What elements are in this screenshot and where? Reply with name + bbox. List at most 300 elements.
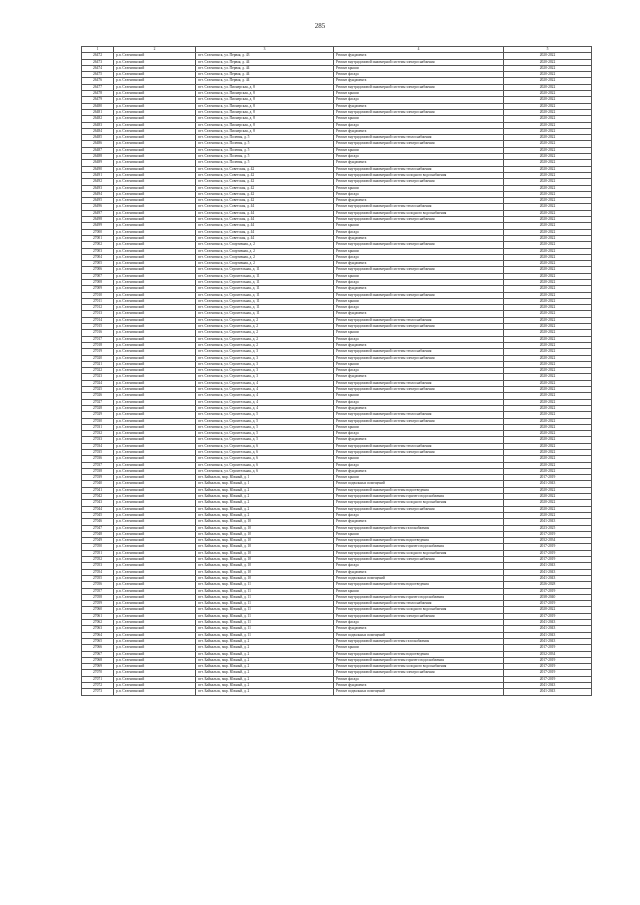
address-cell: пгт. Селенгинск, ул. Советская, д. 42 [196,185,334,191]
period-cell: 2020-2022 [504,65,592,71]
period-cell: 2020-2022 [504,298,592,304]
row-number-cell: 26498 [82,217,114,223]
settlement-cell: р.п. Селенгинский [114,317,196,323]
settlement-cell: р.п. Селенгинский [114,217,196,223]
work-type-cell: Ремонт фасада [334,305,504,311]
period-cell: 2020-2022 [504,179,592,185]
period-cell: 2020-2022 [504,135,592,141]
address-cell: пгт. Селенгинск, ул. Строительная, д. 5 [196,437,334,443]
period-cell: 2020-2022 [504,53,592,59]
work-type-cell: Ремонт фундамента [334,682,504,688]
row-number-cell: 26494 [82,191,114,197]
address-cell: пгт. Селенгинск, ул. Спортивная, д. 2 [196,248,334,254]
work-type-cell: Ремонт внутридомовой инженерной системы теплоснабжения [334,380,504,386]
row-number-cell: 27018 [82,342,114,348]
period-cell: 2017-2019 [504,645,592,651]
row-number-cell: 27050 [82,544,114,550]
address-cell: пгт. Байкальск, мкр. Южный, д. 2 [196,506,334,512]
period-cell: 2020-2022 [504,418,592,424]
settlement-cell: р.п. Селенгинский [114,65,196,71]
row-number-cell: 27030 [82,418,114,424]
period-cell: 2032-2034 [504,538,592,544]
address-cell: пгт. Селенгинск, ул. Пионерская, д. 8 [196,116,334,122]
settlement-cell: р.п. Селенгинский [114,229,196,235]
address-cell: пгт. Селенгинск, ул. Строительная, д. 4 [196,399,334,405]
address-cell: пгт. Селенгинск, ул. Первая, д. 44 [196,65,334,71]
row-number-cell: 26476 [82,78,114,84]
row-number-cell: 26479 [82,97,114,103]
work-type-cell: Ремонт крыши [334,456,504,462]
address-cell: пгт. Селенгинск, ул. Спортивная, д. 2 [196,254,334,260]
period-cell: 2020-2022 [504,141,592,147]
work-type-cell: Ремонт фасада [334,254,504,260]
row-number-cell: 27057 [82,588,114,594]
settlement-cell: р.п. Селенгинский [114,191,196,197]
row-number-cell: 27036 [82,456,114,462]
settlement-cell: р.п. Селенгинский [114,399,196,405]
work-type-cell: Ремонт внутридомовой инженерной системы электроснабжения [334,84,504,90]
period-cell: 2020-2022 [504,607,592,613]
work-type-cell: Ремонт фасада [334,368,504,374]
work-type-cell: Ремонт внутридомовой инженерной системы теплоснабжения [334,204,504,210]
settlement-cell: р.п. Селенгинский [114,588,196,594]
settlement-cell: р.п. Селенгинский [114,632,196,638]
settlement-cell: р.п. Селенгинский [114,682,196,688]
work-type-cell: Ремонт фундамента [334,160,504,166]
work-type-cell: Ремонт внутридомовой инженерной системы электроснабжения [334,355,504,361]
period-cell: 2020-2022 [504,512,592,518]
period-cell: 2020-2022 [504,154,592,160]
work-type-cell: Ремонт крыши [334,223,504,229]
settlement-cell: р.п. Селенгинский [114,330,196,336]
work-type-cell: Ремонт фундамента [334,405,504,411]
settlement-cell: р.п. Селенгинский [114,431,196,437]
period-cell: 2041-2043 [504,563,592,569]
row-number-cell: 27004 [82,254,114,260]
settlement-cell: р.п. Селенгинский [114,481,196,487]
settlement-cell: р.п. Селенгинский [114,594,196,600]
work-type-cell: Ремонт внутридомовой инженерной системы электроснабжения [334,179,504,185]
address-cell: пгт. Селенгинск, ул. Пионерская, д. 8 [196,91,334,97]
settlement-cell: р.п. Селенгинский [114,424,196,430]
period-cell: 2020-2022 [504,273,592,279]
address-cell: пгт. Селенгинск, ул. Полевая, д. 5 [196,160,334,166]
work-type-cell: Ремонт внутридомовой инженерной системы теплоснабжения [334,601,504,607]
settlement-cell: р.п. Селенгинский [114,575,196,581]
row-number-cell: 26475 [82,72,114,78]
period-cell: 2020-2022 [504,279,592,285]
settlement-cell: р.п. Селенгинский [114,59,196,65]
header-cell: 3 [196,47,334,53]
work-type-cell: Ремонт внутридомовой инженерной системы электроснабжения [334,506,504,512]
work-type-cell: Ремонт внутридомовой инженерной системы водоотведения [334,487,504,493]
period-cell: 2020-2022 [504,84,592,90]
address-cell: пгт. Селенгинск, ул. Строительная, д. 6 [196,443,334,449]
work-type-cell: Ремонт фасада [334,512,504,518]
row-number-cell: 27017 [82,336,114,342]
settlement-cell: р.п. Селенгинский [114,311,196,317]
work-type-cell: Ремонт фундамента [334,128,504,134]
settlement-cell: р.п. Селенгинский [114,557,196,563]
row-number-cell: 27005 [82,261,114,267]
row-number-cell: 27067 [82,651,114,657]
work-type-cell: Ремонт фасада [334,229,504,235]
address-cell: пгт. Селенгинск, ул. Строительная, д. 4 [196,393,334,399]
address-cell: пгт. Селенгинск, ул. Советская, д. 42 [196,179,334,185]
row-number-cell: 27001 [82,235,114,241]
work-type-cell: Ремонт внутридомовой инженерной системы теплоснабжения [334,443,504,449]
row-number-cell: 27052 [82,557,114,563]
address-cell: пгт. Селенгинск, ул. Строительная, д. 4 [196,405,334,411]
address-cell: пгт. Селенгинск, ул. Пионерская, д. 8 [196,84,334,90]
row-number-cell: 27021 [82,361,114,367]
address-cell: пгт. Селенгинск, ул. Пионерская, д. 8 [196,128,334,134]
work-type-cell: Ремонт фасада [334,399,504,405]
period-cell: 2017-2019 [504,676,592,682]
row-number-cell: 27033 [82,437,114,443]
period-cell: 2020-2022 [504,368,592,374]
settlement-cell: р.п. Селенгинский [114,563,196,569]
address-cell: пгт. Селенгинск, ул. Строительная, д. 11 [196,311,334,317]
settlement-cell: р.п. Селенгинский [114,166,196,172]
work-type-cell: Ремонт фундамента [334,374,504,380]
settlement-cell: р.п. Селенгинский [114,657,196,663]
work-type-cell: Ремонт фундамента [334,53,504,59]
row-number-cell: 27008 [82,279,114,285]
address-cell: пгт. Селенгинск, ул. Советская, д. 42 [196,191,334,197]
period-cell: 2017-2019 [504,475,592,481]
address-cell: пгт. Селенгинск, ул. Строительная, д. 4 [196,387,334,393]
address-cell: пгт. Селенгинск, ул. Строительная, д. 6 [196,450,334,456]
settlement-cell: р.п. Селенгинский [114,273,196,279]
header-cell: 5 [504,47,592,53]
address-cell: пгт. Байкальск, мкр. Южный, д. 2 [196,512,334,518]
period-cell: 2020-2022 [504,97,592,103]
row-number-cell: 27012 [82,305,114,311]
row-number-cell: 27002 [82,242,114,248]
period-cell: 2020-2022 [504,437,592,443]
settlement-cell: р.п. Селенгинский [114,172,196,178]
address-cell: пгт. Байкальск, мкр. Южный, д. 2 [196,500,334,506]
address-cell: пгт. Байкальск, мкр. Южный, д. 10 [196,538,334,544]
address-cell: пгт. Селенгинск, ул. Советская, д. 44 [196,235,334,241]
work-type-cell: Ремонт фундамента [334,519,504,525]
row-number-cell: 26491 [82,172,114,178]
row-number-cell: 27046 [82,519,114,525]
row-number-cell: 27059 [82,601,114,607]
address-cell: пгт. Селенгинск, ул. Пионерская, д. 8 [196,109,334,115]
address-cell: пгт. Селенгинск, ул. Пионерская, д. 8 [196,122,334,128]
settlement-cell: р.п. Селенгинский [114,405,196,411]
address-cell: пгт. Селенгинск, ул. Строительная, д. 6 [196,468,334,474]
settlement-cell: р.п. Селенгинский [114,368,196,374]
work-type-cell: Ремонт внутридомовой инженерной системы водоотведения [334,651,504,657]
period-cell: 2020-2022 [504,78,592,84]
row-number-cell: 26473 [82,59,114,65]
settlement-cell: р.п. Селенгинский [114,109,196,115]
row-number-cell: 27031 [82,424,114,430]
work-type-cell: Ремонт внутридомовой инженерной системы горячего водоснабжения [334,657,504,663]
work-type-cell: Ремонт фасада [334,122,504,128]
row-number-cell: 27048 [82,531,114,537]
row-number-cell: 27026 [82,393,114,399]
address-cell: пгт. Селенгинск, ул. Строительная, д. 11 [196,298,334,304]
row-number-cell: 26492 [82,179,114,185]
header-cell: 4 [334,47,504,53]
period-cell: 2017-2019 [504,664,592,670]
row-number-cell: 27011 [82,298,114,304]
row-number-cell: 27054 [82,569,114,575]
settlement-cell: р.п. Селенгинский [114,261,196,267]
row-number-cell: 26477 [82,84,114,90]
period-cell: 2020-2022 [504,103,592,109]
settlement-cell: р.п. Селенгинский [114,223,196,229]
period-cell: 2020-2022 [504,116,592,122]
period-cell: 2041-2043 [504,575,592,581]
settlement-cell: р.п. Селенгинский [114,160,196,166]
row-number-cell: 26484 [82,128,114,134]
address-cell: пгт. Байкальск, мкр. Южный, д. 11 [196,582,334,588]
row-number-cell: 26487 [82,147,114,153]
row-number-cell: 27042 [82,494,114,500]
work-type-cell: Ремонт внутридомовой инженерной системы горячего водоснабжения [334,594,504,600]
period-cell: 2020-2022 [504,217,592,223]
period-cell: 2023-2025 [504,525,592,531]
period-cell: 2020-2022 [504,506,592,512]
address-cell: пгт. Селенгинск, ул. Строительная, д. 11 [196,305,334,311]
work-type-cell: Ремонт крыши [334,65,504,71]
period-cell: 2020-2022 [504,59,592,65]
work-type-cell: Ремонт внутридомовой инженерной системы электроснабжения [334,387,504,393]
row-number-cell: 27056 [82,582,114,588]
address-cell: пгт. Байкальск, мкр. Южный, д. 10 [196,575,334,581]
row-number-cell: 27016 [82,330,114,336]
address-cell: пгт. Байкальск, мкр. Южный, д. 10 [196,569,334,575]
period-cell: 2020-2022 [504,254,592,260]
row-number-cell: 27014 [82,317,114,323]
address-cell: пгт. Селенгинск, ул. Полевая, д. 5 [196,154,334,160]
row-number-cell: 27024 [82,380,114,386]
work-type-cell: Ремонт фундамента [334,437,504,443]
row-number-cell: 27022 [82,368,114,374]
address-cell: пгт. Селенгинск, ул. Строительная, д. 11 [196,267,334,273]
row-number-cell: 27072 [82,682,114,688]
settlement-cell: р.п. Селенгинский [114,544,196,550]
address-cell: пгт. Селенгинск, ул. Пионерская, д. 8 [196,103,334,109]
work-type-cell: Ремонт фасада [334,191,504,197]
period-cell: 2020-2022 [504,204,592,210]
settlement-cell: р.п. Селенгинский [114,198,196,204]
row-number-cell: 27037 [82,462,114,468]
row-number-cell: 26478 [82,91,114,97]
work-type-cell: Ремонт внутридомовой инженерной системы холодного водоснабжения [334,664,504,670]
period-cell: 2020-2022 [504,330,592,336]
settlement-cell: р.п. Селенгинский [114,475,196,481]
settlement-cell: р.п. Селенгинский [114,550,196,556]
period-cell: 2017-2019 [504,544,592,550]
address-cell: пгт. Селенгинск, ул. Советская, д. 44 [196,204,334,210]
address-cell: пгт. Байкальск, мкр. Южный, д. 11 [196,594,334,600]
address-cell: пгт. Байкальск, мкр. Южный, д. 10 [196,563,334,569]
address-cell: пгт. Байкальск, мкр. Южный, д. 10 [196,550,334,556]
address-cell: пгт. Байкальск, мкр. Южный, д. 11 [196,601,334,607]
work-type-cell: Ремонт фасада [334,154,504,160]
row-number-cell: 27041 [82,487,114,493]
work-type-cell: Ремонт крыши [334,248,504,254]
row-number-cell: 27055 [82,575,114,581]
period-cell: 2020-2022 [504,292,592,298]
period-cell: 2020-2022 [504,166,592,172]
settlement-cell: р.п. Селенгинский [114,569,196,575]
settlement-cell: р.п. Селенгинский [114,418,196,424]
settlement-cell: р.п. Селенгинский [114,538,196,544]
table-body [82,47,592,696]
work-type-cell: Ремонт подвальных помещений [334,689,504,695]
address-cell: пгт. Селенгинск, ул. Советская, д. 44 [196,223,334,229]
work-type-cell: Ремонт фундамента [334,569,504,575]
work-type-cell: Ремонт внутридомовой инженерной системы электроснабжения [334,292,504,298]
period-cell: 2020-2022 [504,305,592,311]
work-type-cell: Ремонт фундамента [334,78,504,84]
work-type-cell: Ремонт крыши [334,91,504,97]
address-cell: пгт. Селенгинск, ул. Строительная, д. 5 [196,412,334,418]
settlement-cell: р.п. Селенгинский [114,286,196,292]
work-type-cell: Ремонт внутридомовой инженерной системы теплоснабжения [334,349,504,355]
table-row [82,689,592,695]
period-cell: 2017-2019 [504,657,592,663]
row-number-cell: 27038 [82,468,114,474]
row-number-cell: 27071 [82,676,114,682]
row-number-cell: 27051 [82,550,114,556]
address-cell: пгт. Селенгинск, ул. Полевая, д. 5 [196,141,334,147]
period-cell: 2020-2022 [504,431,592,437]
work-type-cell: Ремонт фасада [334,462,504,468]
settlement-cell: р.п. Селенгинский [114,456,196,462]
work-type-cell: Ремонт фасада [334,620,504,626]
row-number-cell: 26495 [82,198,114,204]
settlement-cell: р.п. Селенгинский [114,235,196,241]
row-number-cell: 27040 [82,481,114,487]
settlement-cell: р.п. Селенгинский [114,468,196,474]
work-type-cell: Ремонт внутридомовой инженерной системы горячего водоснабжения [334,494,504,500]
row-number-cell: 26497 [82,210,114,216]
period-cell: 2020-2022 [504,185,592,191]
settlement-cell: р.п. Селенгинский [114,305,196,311]
work-type-cell: Ремонт крыши [334,298,504,304]
row-number-cell: 26485 [82,135,114,141]
settlement-cell: р.п. Селенгинский [114,512,196,518]
row-number-cell: 27009 [82,286,114,292]
period-cell: 2017-2019 [504,670,592,676]
address-cell: пгт. Селенгинск, ул. Строительная, д. 3 [196,361,334,367]
row-number-cell: 26481 [82,109,114,115]
address-cell: пгт. Селенгинск, ул. Советская, д. 44 [196,217,334,223]
period-cell: 2020-2022 [504,494,592,500]
address-cell: пгт. Селенгинск, ул. Строительная, д. 11 [196,273,334,279]
period-cell: 2041-2043 [504,638,592,644]
row-number-cell: 27027 [82,399,114,405]
work-type-cell: Ремонт внутридомовой инженерной системы теплоснабжения [334,135,504,141]
address-cell: пгт. Байкальск, мкр. Южный, д. 2 [196,645,334,651]
work-type-cell: Ремонт внутридомовой инженерной системы холодного водоснабжения [334,607,504,613]
work-type-cell: Ремонт внутридомовой инженерной системы водоотведения [334,538,504,544]
header-cell: 1 [82,47,114,53]
row-number-cell: 27023 [82,374,114,380]
settlement-cell: р.п. Селенгинский [114,254,196,260]
period-cell: 2020-2022 [504,210,592,216]
address-cell: пгт. Селенгинск, ул. Строительная, д. 3 [196,374,334,380]
work-type-cell: Ремонт внутридомовой инженерной системы электроснабжения [334,59,504,65]
address-cell: пгт. Байкальск, мкр. Южный, д. 10 [196,557,334,563]
row-number-cell: 27044 [82,506,114,512]
work-type-cell: Ремонт подвальных помещений [334,632,504,638]
address-cell: пгт. Байкальск, мкр. Южный, д. 11 [196,607,334,613]
row-number-cell: 26499 [82,223,114,229]
address-cell: пгт. Селенгинск, ул. Строительная, д. 11 [196,286,334,292]
work-type-cell: Ремонт крыши [334,588,504,594]
settlement-cell: р.п. Селенгинский [114,116,196,122]
settlement-cell: р.п. Селенгинский [114,122,196,128]
address-cell: пгт. Байкальск, мкр. Южный, д. 2 [196,664,334,670]
settlement-cell: р.п. Селенгинский [114,582,196,588]
period-cell: 2017-2019 [504,550,592,556]
period-cell: 2026-2028 [504,582,592,588]
settlement-cell: р.п. Селенгинский [114,53,196,59]
period-cell: 2020-2022 [504,443,592,449]
work-type-cell: Ремонт внутридомовой инженерной системы электроснабжения [334,242,504,248]
period-cell: 2020-2022 [504,462,592,468]
row-number-cell: 27006 [82,267,114,273]
period-cell: 2017-2019 [504,601,592,607]
settlement-cell: р.п. Селенгинский [114,336,196,342]
period-cell: 2020-2022 [504,424,592,430]
repair-schedule-table [81,46,592,696]
address-cell: пгт. Селенгинск, ул. Первая, д. 44 [196,59,334,65]
address-cell: пгт. Селенгинск, ул. Советская, д. 44 [196,229,334,235]
address-cell: пгт. Байкальск, мкр. Южный, д. 2 [196,670,334,676]
work-type-cell: Ремонт внутридомовой инженерной системы электроснабжения [334,141,504,147]
address-cell: пгт. Селенгинск, ул. Строительная, д. 2 [196,317,334,323]
work-type-cell: Ремонт внутридомовой инженерной системы электроснабжения [334,109,504,115]
period-cell: 2020-2022 [504,242,592,248]
address-cell: пгт. Селенгинск, ул. Советская, д. 44 [196,210,334,216]
period-cell: 2020-2022 [504,393,592,399]
period-cell: 2020-2022 [504,261,592,267]
work-type-cell: Ремонт крыши [334,475,504,481]
work-type-cell: Ремонт фундамента [334,468,504,474]
row-number-cell: 26486 [82,141,114,147]
settlement-cell: р.п. Селенгинский [114,91,196,97]
period-cell: 2020-2022 [504,160,592,166]
work-type-cell: Ремонт внутридомовой инженерной системы теплоснабжения [334,166,504,172]
row-number-cell: 27003 [82,248,114,254]
address-cell: пгт. Байкальск, мкр. Южный, д. 11 [196,620,334,626]
period-cell: 2020-2022 [504,500,592,506]
work-type-cell: Ремонт внутридомовой инженерной системы электроснабжения [334,217,504,223]
address-cell: пгт. Селенгинск, ул. Строительная, д. 5 [196,431,334,437]
period-cell: 2020-2022 [504,374,592,380]
period-cell: 2041-2043 [504,620,592,626]
address-cell: пгт. Байкальск, мкр. Южный, д. 2 [196,487,334,493]
settlement-cell: р.п. Селенгинский [114,103,196,109]
settlement-cell: р.п. Селенгинский [114,607,196,613]
period-cell: 2020-2022 [504,342,592,348]
settlement-cell: р.п. Селенгинский [114,204,196,210]
work-type-cell: Ремонт внутридомовой инженерной системы водоотведения [334,582,504,588]
settlement-cell: р.п. Селенгинский [114,670,196,676]
settlement-cell: р.п. Селенгинский [114,645,196,651]
work-type-cell: Ремонт фундамента [334,261,504,267]
